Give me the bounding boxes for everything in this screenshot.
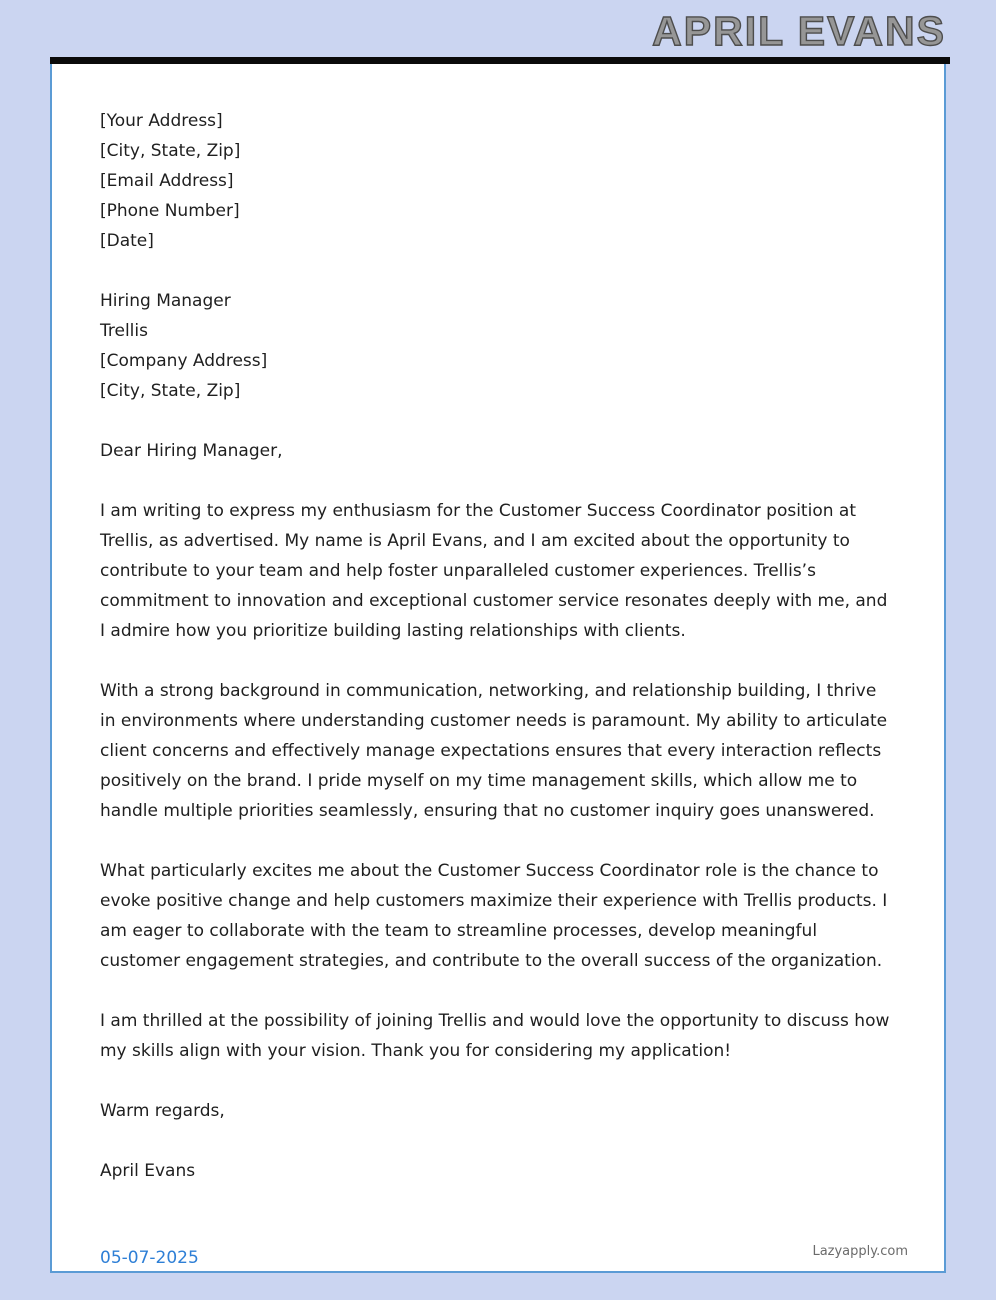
letter-paragraph-2: With a strong background in communication, networking, and relationship building, I thrive in environments where understanding customer needs is paramount. My ability to articulate client concerns and effectively manage expectations ensures that every interaction reflects positively on the brand. I pride myself on my time management skills, which allow me to handle multiple priorities seamlessly, ensuring that no customer inquiry goes unanswered. <box>100 681 888 821</box>
header-divider <box>50 57 950 64</box>
letter-paragraph-4: I am thrilled at the possibility of joining Trellis and would love the opportunity to discuss how my skills align with your vision. Thank you for considering my application! <box>100 1011 890 1061</box>
recipient-block <box>100 286 896 406</box>
letter-paragraph-3: What particularly excites me about the Customer Success Coordinator role is the chance to evoke positive change and help customers maximize their experience with Trellis products. I am eager to collaborate with the team to streamline processes, develop meaningful customer engagement strategies, and contribute to the overall success of the organization. <box>100 861 888 971</box>
sender-address-block <box>100 106 896 256</box>
letter-paragraph-1: I am writing to express my enthusiasm for the Customer Success Coordinator position at Trellis, as advertised. My name is April Evans, and I am excited about the opportunity to contribute to your team and help foster unparalleled customer experiences. Trellis’s commitment to innovation and exceptional customer service resonates deeply with me, and I admire how you prioritize building lasting relationships with clients. <box>100 501 888 641</box>
recipient-line: [Company Address] <box>100 351 268 371</box>
sender-address-line: [City, State, Zip] <box>100 141 241 161</box>
sender-address-line: [Email Address] <box>100 171 234 191</box>
letterhead-name: APRIL EVANS <box>652 8 946 54</box>
recipient-line: Hiring Manager <box>100 291 231 311</box>
letter-date: 05-07-2025 <box>100 1248 199 1268</box>
recipient-line: Trellis <box>100 321 148 341</box>
salutation: Dear Hiring Manager, <box>100 441 283 461</box>
watermark: Lazyapply.com <box>812 1244 908 1259</box>
recipient-line: [City, State, Zip] <box>100 381 241 401</box>
letter-page <box>50 57 946 1273</box>
letter-body <box>52 66 944 1186</box>
sender-address-line: [Your Address] <box>100 111 223 131</box>
signature-name: April Evans <box>100 1161 196 1181</box>
sender-address-line: [Phone Number] <box>100 201 240 221</box>
sender-address-line: [Date] <box>100 231 154 251</box>
closing: Warm regards, <box>100 1101 225 1121</box>
